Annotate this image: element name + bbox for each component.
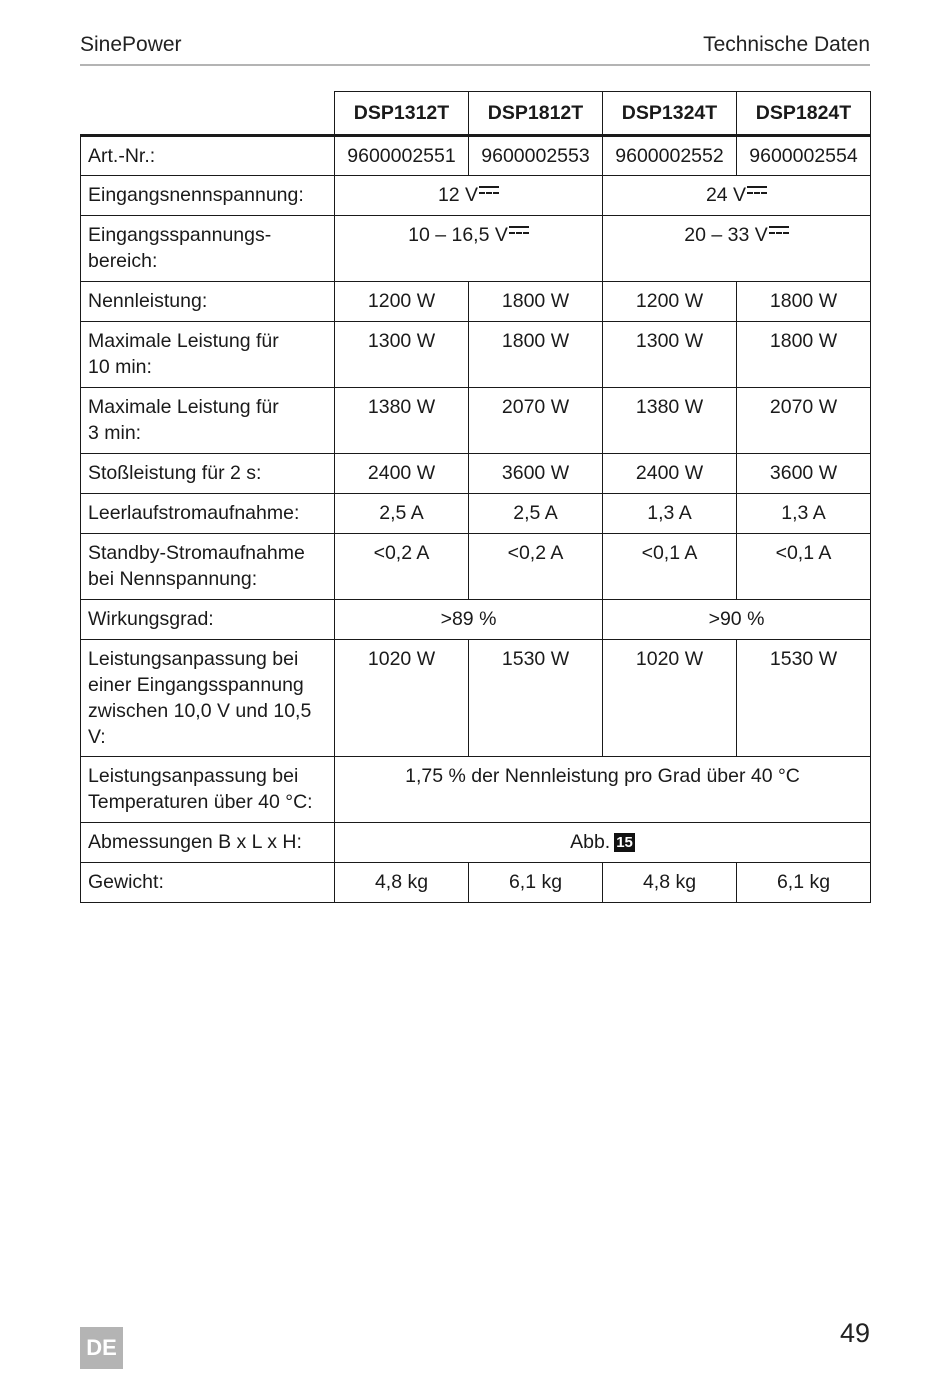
table-row [81, 494, 871, 534]
row-label [81, 640, 335, 757]
cell-value: 9600002554 [737, 136, 871, 176]
row-label [81, 322, 335, 388]
row-label [81, 388, 335, 454]
value-text: 10 – 16,5 V [408, 224, 508, 246]
cell-value: 2,5 A [469, 494, 603, 534]
label-line: Standby-Stromaufnahme [88, 542, 305, 564]
label-line: 3 min: [88, 422, 142, 444]
cell-value: 1300 W [335, 322, 469, 388]
table-row [81, 322, 871, 388]
table-row [81, 640, 871, 757]
cell-value: 4,8 kg [335, 863, 469, 903]
label-line: Leistungsanpassung bei [88, 648, 299, 670]
cell-value [335, 823, 871, 863]
cell-value [603, 176, 871, 216]
row-label [81, 534, 335, 600]
cell-value: 1200 W [335, 282, 469, 322]
cell-value: 1800 W [737, 282, 871, 322]
label-line: Temperaturen über 40 °C: [88, 791, 313, 813]
cell-value: <0,1 A [737, 534, 871, 600]
cell-value: 1020 W [335, 640, 469, 757]
label-line: Leistungsanpassung bei [88, 765, 299, 787]
cell-value: 1200 W [603, 282, 737, 322]
table-row [81, 454, 871, 494]
cell-value: 9600002552 [603, 136, 737, 176]
table-row [81, 216, 871, 282]
corner-cell [81, 92, 335, 136]
table-row [81, 388, 871, 454]
cell-value [335, 176, 603, 216]
cell-value: 2070 W [737, 388, 871, 454]
page-number: 49 [839, 1318, 870, 1348]
cell-value: 1,3 A [737, 494, 871, 534]
cell-value: 1,75 % der Nennleistung pro Grad über 40 °C [335, 757, 871, 823]
label-line: einer Eingangsspannung [88, 674, 304, 696]
cell-value: 1020 W [603, 640, 737, 757]
cell-value: <0,2 A [335, 534, 469, 600]
cell-value: 1300 W [603, 322, 737, 388]
cell-value: >90 % [603, 600, 871, 640]
cell-value: 9600002551 [335, 136, 469, 176]
cell-value: >89 % [335, 600, 603, 640]
table-row [81, 534, 871, 600]
value-text: 20 – 33 V [684, 224, 768, 246]
figure-ref-text: Abb. [570, 831, 611, 853]
model-header: DSP1324T [603, 92, 737, 136]
label-line: 10 min: [88, 356, 152, 378]
row-label: Leerlaufstromaufnahme: [81, 494, 335, 534]
header-product-name: SinePower [80, 33, 182, 56]
label-line: Eingangsspannungs- [88, 224, 272, 246]
row-label: Eingangsnennspannung: [81, 176, 335, 216]
header-section-title: Technische Daten [703, 33, 870, 56]
table-row [81, 823, 871, 863]
row-label [81, 757, 335, 823]
cell-value: 1,3 A [603, 494, 737, 534]
cell-value: <0,2 A [469, 534, 603, 600]
cell-value [603, 216, 871, 282]
cell-value: 2,5 A [335, 494, 469, 534]
table-row [81, 282, 871, 322]
table-header-row [81, 92, 871, 136]
row-label: Art.-Nr.: [81, 136, 335, 176]
label-line: bereich: [88, 250, 158, 272]
model-header: DSP1312T [335, 92, 469, 136]
cell-value: 6,1 kg [469, 863, 603, 903]
cell-value: 1800 W [737, 322, 871, 388]
table-row [81, 600, 871, 640]
cell-value: 1380 W [603, 388, 737, 454]
cell-value: 1530 W [737, 640, 871, 757]
figure-number-badge: 15 [616, 834, 633, 851]
dc-voltage-icon [479, 186, 499, 200]
value-text: 12 V [437, 184, 479, 206]
table-row [81, 136, 871, 176]
cell-value: <0,1 A [603, 534, 737, 600]
label-line: Maximale Leistung für [88, 396, 279, 418]
row-label: Nennleistung: [81, 282, 335, 322]
cell-value: 1380 W [335, 388, 469, 454]
cell-value: 1530 W [469, 640, 603, 757]
table-row [81, 863, 871, 903]
cell-value: 1800 W [469, 282, 603, 322]
cell-value: 9600002553 [469, 136, 603, 176]
row-label: Abmessungen B x L x H: [81, 823, 335, 863]
dc-voltage-icon [747, 186, 767, 200]
cell-value [335, 216, 603, 282]
row-label: Wirkungsgrad: [81, 600, 335, 640]
cell-value: 4,8 kg [603, 863, 737, 903]
cell-value: 6,1 kg [737, 863, 871, 903]
model-header: DSP1812T [469, 92, 603, 136]
language-tab: DE [80, 1327, 123, 1369]
technical-data-table [80, 91, 871, 903]
value-text: 24 V [705, 184, 747, 206]
table-row [81, 757, 871, 823]
cell-value: 2400 W [603, 454, 737, 494]
label-line: bei Nennspannung: [88, 568, 258, 590]
cell-value: 3600 W [737, 454, 871, 494]
label-line: Maximale Leistung für [88, 330, 279, 352]
model-header: DSP1824T [737, 92, 871, 136]
dc-voltage-icon [769, 226, 789, 240]
row-label: Stoßleistung für 2 s: [81, 454, 335, 494]
cell-value: 2070 W [469, 388, 603, 454]
row-label [81, 216, 335, 282]
cell-value: 3600 W [469, 454, 603, 494]
dc-voltage-icon [509, 226, 529, 240]
cell-value: 1800 W [469, 322, 603, 388]
label-line: zwischen 10,0 V und 10,5 V: [88, 700, 312, 748]
cell-value: 2400 W [335, 454, 469, 494]
table-row [81, 176, 871, 216]
row-label: Gewicht: [81, 863, 335, 903]
page-header [80, 30, 870, 66]
